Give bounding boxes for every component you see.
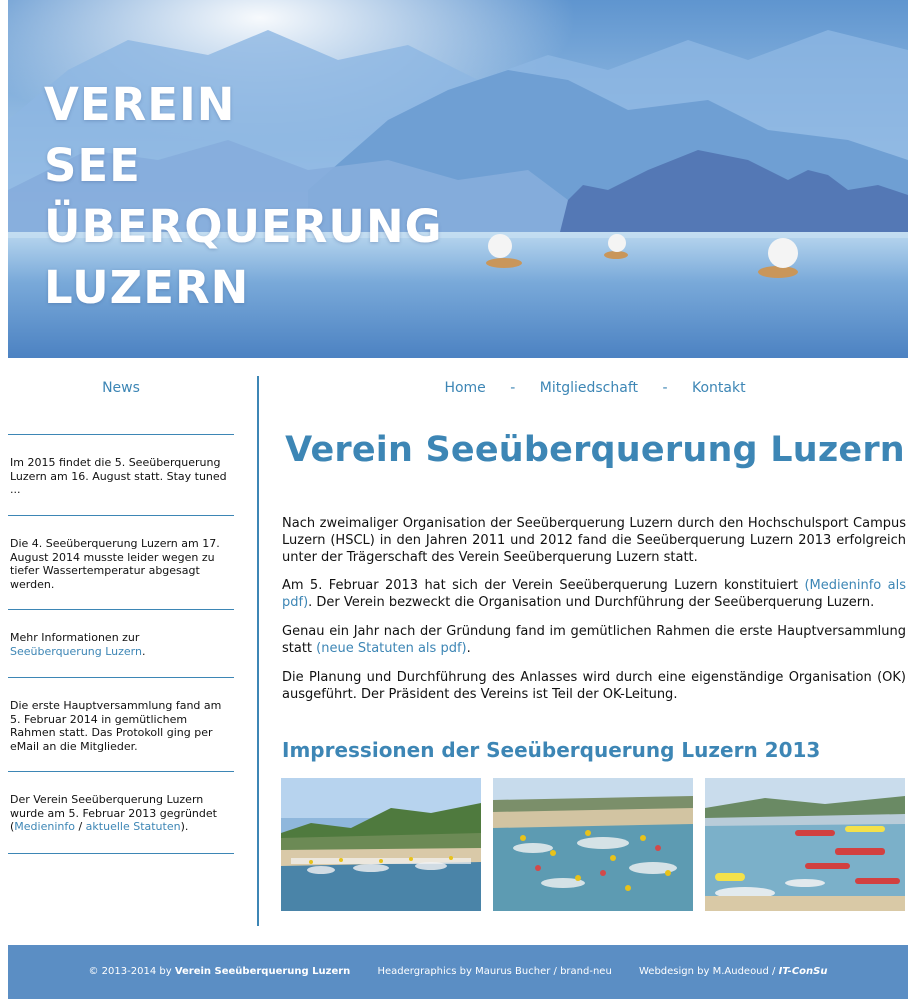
- impressions-title: Impressionen der Seeüberquerung Luzern 2013: [282, 738, 821, 762]
- footer-copyright: [89, 966, 351, 977]
- header-banner: [8, 0, 908, 358]
- statuten-pdf-link[interactable]: (neue Statuten als pdf): [316, 641, 467, 656]
- nav-separator: -: [510, 380, 516, 396]
- news-text: Im 2015 findet die 5. Seeüberquerung Luzern am 16. August statt. Stay tuned ...: [10, 456, 227, 496]
- news-text: Mehr Informationen zur: [10, 631, 140, 644]
- main-nav: [282, 380, 908, 396]
- column-divider: [257, 376, 259, 926]
- footer: [8, 945, 908, 999]
- assembly-text-after: .: [466, 641, 471, 656]
- footer-webdesign-prefix: Webdesign by M.Audeoud /: [638, 966, 779, 977]
- news-text-mid: /: [74, 820, 86, 833]
- impression-photo-2[interactable]: [493, 778, 693, 911]
- founding-text: Am 5. Februar 2013 hat sich der Verein Seeüberquerung Luzern konstituiert: [282, 578, 805, 593]
- footer-webdesign-company[interactable]: IT-ConSu: [778, 966, 828, 977]
- news-item: [8, 435, 234, 516]
- news-title: News: [102, 380, 140, 396]
- assembly-text: Genau ein Jahr nach der Gründung fand im gemütlichen Rahmen die erste Hauptversammlung statt: [282, 624, 906, 656]
- page-title: Verein Seeüberquerung Luzern: [285, 430, 905, 470]
- news-item: [8, 610, 234, 678]
- news-text-after: ).: [180, 820, 189, 833]
- founding-text-after: . Der Verein bezweckt die Organisation und Durchführung der Seeüberquerung Luzern.: [308, 595, 875, 610]
- footer-webdesign: [639, 966, 828, 977]
- logo-line-4: LUZERN: [44, 261, 250, 314]
- impression-photo-1[interactable]: [281, 778, 481, 911]
- nav-mitgliedschaft[interactable]: Mitgliedschaft: [539, 380, 638, 396]
- logo-line-1: VEREIN: [44, 78, 236, 131]
- organisation-paragraph: Die Planung und Durchführung des Anlasses wird durch eine eigenständige Organisation (OK) ausgeführt. Der Präsident des Vereins ist Teil der OK-Leitung.: [282, 670, 906, 702]
- footer-copy-prefix: © 2013-2014 by: [88, 966, 175, 977]
- news-text: Die erste Hauptversammlung fand am 5. Februar 2014 in gemütlichem Rahmen statt. Das Protokoll ging per eMail an die Mitglieder.: [10, 699, 222, 753]
- seeueberquerung-link[interactable]: Seeüberquerung Luzern: [10, 644, 142, 658]
- logo-line-3: ÜBERQUERUNG: [44, 200, 443, 253]
- footer-copy-org: Verein Seeüberquerung Luzern: [174, 966, 351, 977]
- news-sidebar: [8, 370, 234, 854]
- assembly-paragraph: [282, 623, 906, 657]
- news-list: [8, 434, 234, 854]
- nav-home[interactable]: Home: [444, 380, 486, 396]
- nav-separator: -: [662, 380, 668, 396]
- impression-photo-3[interactable]: [705, 778, 905, 911]
- news-text: Der Verein Seeüberquerung Luzern wurde am 5. Februar 2013 gegründet (: [10, 793, 217, 833]
- news-text: Die 4. Seeüberquerung Luzern am 17. August 2014 musste leider wegen zu tiefer Wassertemperatur abgesagt werden.: [10, 537, 220, 591]
- logo-line-2: SEE: [44, 139, 141, 192]
- founding-paragraph: [282, 577, 906, 611]
- medieninfo-link[interactable]: Medieninfo: [14, 820, 75, 833]
- intro-paragraph: Nach zweimaliger Organisation der Seeüberquerung Luzern durch den Hochschulsport Campus Luzern (HSCL) in den Jahren 2011 und 2012 fand die Seeüberquerung Luzern 2013 erfolgreich unter der Trägerschaft des Verein Seeüberquerung Luzern statt.: [282, 516, 906, 565]
- news-item: [8, 678, 234, 772]
- news-item: [8, 516, 234, 610]
- news-text-after: .: [141, 644, 146, 658]
- nav-kontakt[interactable]: Kontakt: [691, 380, 746, 396]
- news-item: [8, 772, 234, 854]
- statuten-link[interactable]: aktuelle Statuten: [85, 820, 181, 833]
- medieninfo-pdf-link[interactable]: (Medieninfo als pdf): [282, 578, 906, 610]
- footer-graphics: Headergraphics by Maurus Bucher / brand-neu: [377, 966, 612, 977]
